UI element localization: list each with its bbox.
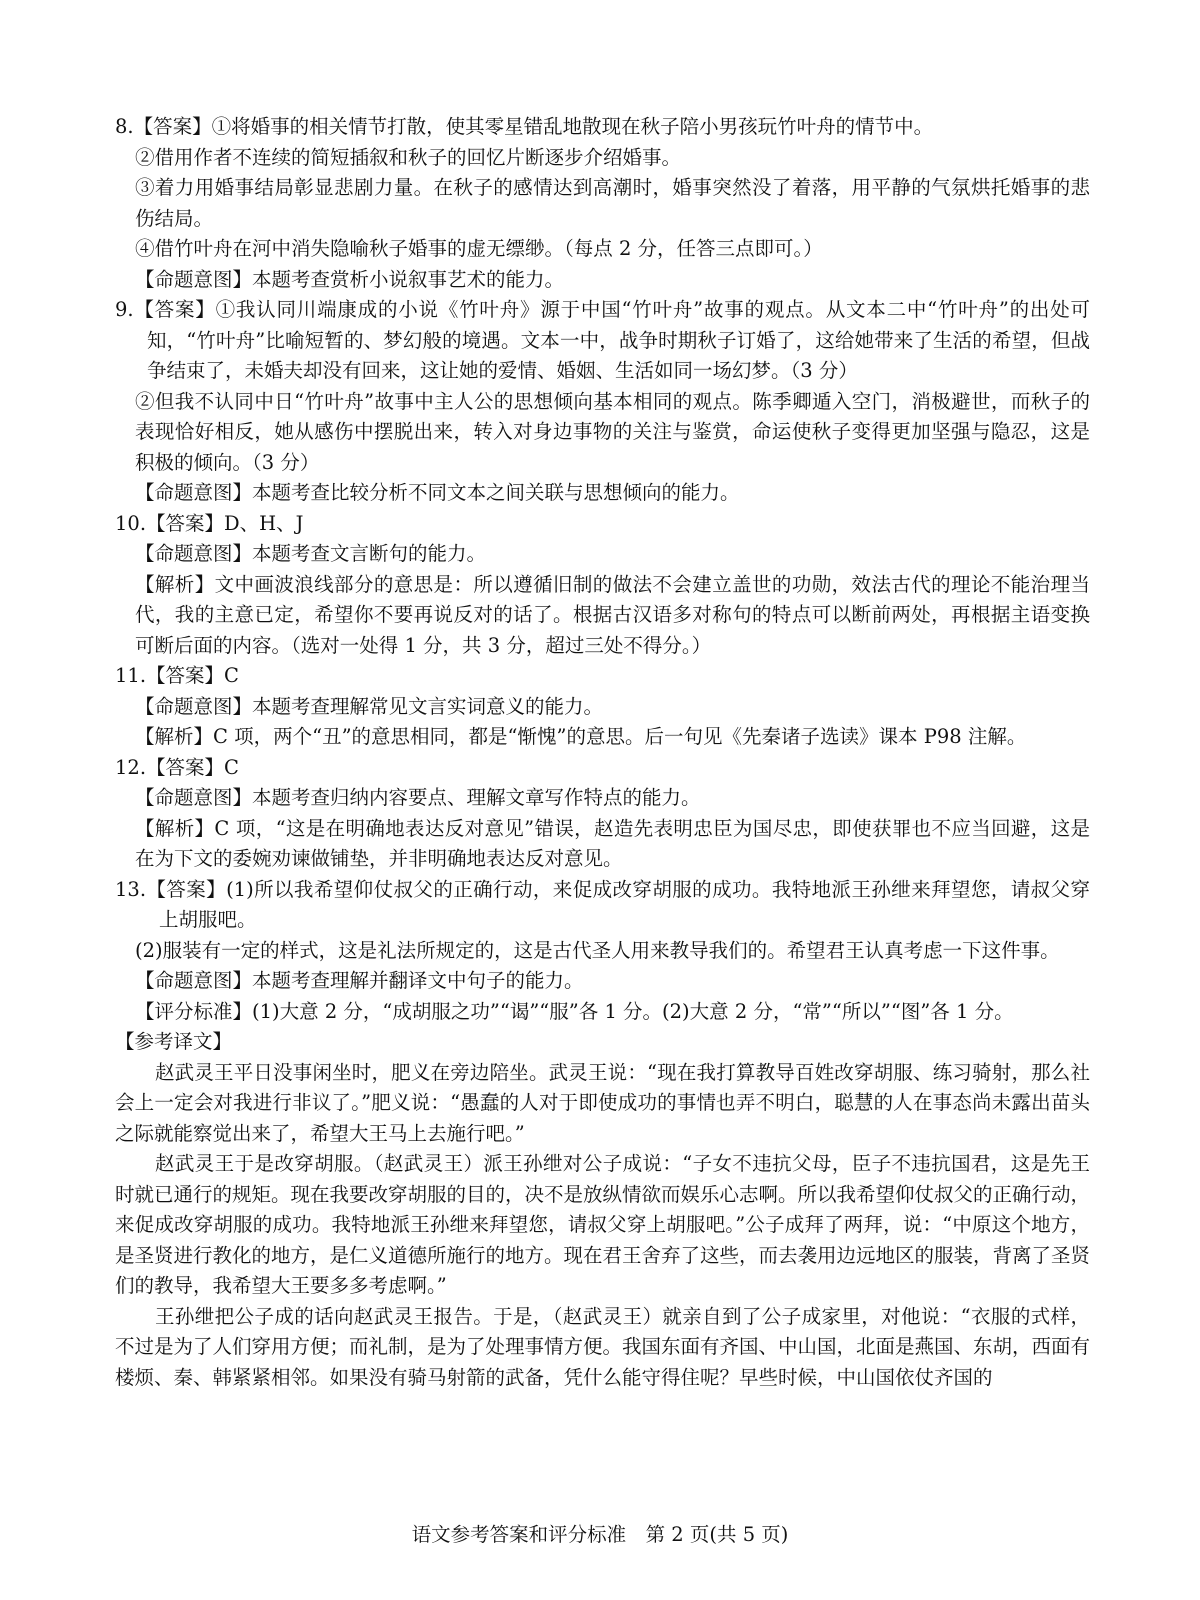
q10-intent: 【命题意图】本题考查文言断句的能力。	[135, 542, 487, 565]
q12-number: 12.	[115, 755, 147, 779]
question-13	[115, 875, 1090, 1028]
question-9	[115, 295, 1090, 509]
translation-paragraph: 赵武灵王平日没事闲坐时，肥义在旁边陪坐。武灵王说：“现在我打算教导百姓改穿胡服、练习骑射，那么社会上一定会对我进行非议了。”肥义说：“愚蠢的人对于即使成功的事情也弄不明白，聪慧的人在事态尚未露出苗头之际就能察觉出来了，希望大王马上去施行吧。”	[115, 1060, 1090, 1145]
q9-point-2: ②但我不认同中日“竹叶舟”故事中主人公的思想倾向基本相同的观点。陈季卿遁入空门，消极避世，而秋子的表现恰好相反，她从感伤中摆脱出来，转入对身边事物的关注与鉴赏，命运使秋子变得更加坚强与隐忍，这是积极的倾向。（3 分）	[135, 389, 1090, 474]
answer-sheet-page	[115, 112, 1090, 1393]
q11-answer: 11.【答案】C	[115, 664, 239, 687]
q11-analysis: 【解析】C 项，两个“丑”的意思相同，都是“惭愧”的意思。后一句见《先秦诸子选读》课本 P98 注解。	[135, 725, 1027, 748]
page-footer: 语文参考答案和评分标准 第 2 页(共 5 页)	[411, 1523, 789, 1546]
q8-point-2: ②借用作者不连续的简短插叙和秋子的回忆片断逐步介绍婚事。	[135, 145, 682, 169]
question-10	[115, 509, 1090, 662]
q13-answer: 13.【答案】(1)所以我希望仰仗叔父的正确行动，来促成改穿胡服的成功。我特地派王孙绁来拜望您，请叔父穿上胡服吧。	[115, 877, 1090, 931]
q8-intent: 【命题意图】本题考查赏析小说叙事艺术的能力。	[135, 267, 565, 291]
q8-answer: 8.【答案】①将婚事的相关情节打散，使其零星错乱地散现在秋子陪小男孩玩竹叶舟的情节中。	[115, 115, 934, 138]
q12-answer: 12.【答案】C	[115, 755, 239, 779]
question-12	[115, 753, 1090, 875]
q13-scoring: 【评分标准】(1)大意 2 分，“成胡服之功”“谒”“服”各 1 分。(2)大意 2 分，“常”“所以”“图”各 1 分。	[135, 999, 1014, 1023]
q8-point-4: ④借竹叶舟在河中消失隐喻秋子婚事的虚无缥缈。（每点 2 分，任答三点即可。）	[135, 237, 823, 260]
q10-answer: 10.【答案】D、H、J	[115, 511, 304, 535]
q9-answer: 9.【答案】①我认同川端康成的小说《竹叶舟》源于中国“竹叶舟”故事的观点。从文本二中“竹叶舟”的出处可知，“竹叶舟”比喻短暂的、梦幻般的境遇。文本一中，战争时期秋子订婚了，这给她带来了生活的希望，但战争结束了，未婚夫却没有回来，这让她的爱情、婚姻、生活如同一场幻梦。（3 分）	[115, 298, 1090, 382]
q11-intent: 【命题意图】本题考查理解常见文言实词意义的能力。	[135, 694, 604, 718]
q13-intent: 【命题意图】本题考查理解并翻译文中句子的能力。	[135, 969, 584, 992]
translation-paragraph: 王孙绁把公子成的话向赵武灵王报告。于是，（赵武灵王）就亲自到了公子成家里，对他说：“衣服的式样，不过是为了人们穿用方便；而礼制，是为了处理事情方便。我国东面有齐国、中山国，北面是燕国、东胡，西面有楼烦、秦、韩紧紧相邻。如果没有骑马射箭的武备，凭什么能守得住呢？早些时候，中山国依仗齐国的	[115, 1304, 1091, 1389]
q8-point-3: ③着力用婚事结局彰显悲剧力量。在秋子的感情达到高潮时，婚事突然没了着落，用平静的气氛烘托婚事的悲伤结局。	[135, 176, 1090, 230]
translation-heading: 【参考译文】	[115, 1030, 233, 1053]
q8-number: 8.	[115, 115, 134, 138]
q9-intent: 【命题意图】本题考查比较分析不同文本之间关联与思想倾向的能力。	[135, 481, 740, 504]
q12-analysis: 【解析】C 项，“这是在明确地表达反对意见”错误，赵造先表明忠臣为国尽忠，即使获罪也不应当回避，这是在为下文的委婉劝谏做铺垫，并非明确地表达反对意见。	[135, 816, 1090, 870]
q10-analysis: 【解析】文中画波浪线部分的意思是：所以遵循旧制的做法不会建立盖世的功勋，效法古代的理论不能治理当代，我的主意已定，希望你不要再说反对的话了。根据古汉语多对称句的特点可以断前两处，再根据主语变换可断后面的内容。（选对一处得 1 分，共 3 分，超过三处不得分。）	[135, 572, 1090, 657]
question-8	[115, 112, 1090, 295]
question-11	[115, 661, 1090, 753]
q12-intent: 【命题意图】本题考查归纳内容要点、理解文章写作特点的能力。	[135, 786, 701, 809]
q13-number: 13.	[115, 877, 147, 901]
q9-number: 9.	[115, 298, 134, 321]
q13-part-2: (2)服装有一定的样式，这是礼法所规定的，这是古代圣人用来教导我们的。希望君王认真考虑一下这件事。	[135, 938, 1060, 962]
reference-translation	[115, 1027, 1090, 1393]
q11-number: 11.	[115, 664, 147, 687]
translation-paragraph: 赵武灵王于是改穿胡服。（赵武灵王）派王孙绁对公子成说：“子女不违抗父母，臣子不违抗国君，这是先王时就已通行的规矩。现在我要改穿胡服的目的，决不是放纵情欲而娱乐心志啊。所以我希望仰仗叔父的正确行动，来促成改穿胡服的成功。我特地派王孙绁来拜望您，请叔父穿上胡服吧。”公子成拜了两拜，说：“中原这个地方，是圣贤进行教化的地方，是仁义道德所施行的地方。现在君王舍弃了这些，而去袭用边远地区的服装，背离了圣贤们的教导，我希望大王要多多考虑啊。”	[115, 1152, 1091, 1297]
q10-number: 10.	[115, 511, 147, 535]
